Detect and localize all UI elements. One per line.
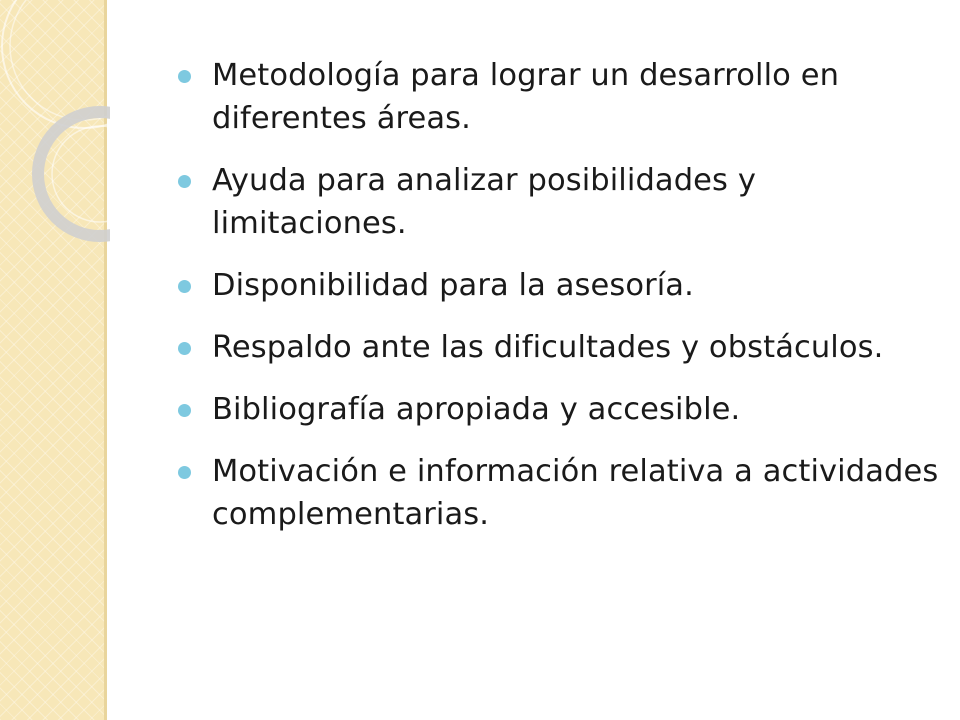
bullet-dot-icon [178,342,191,355]
bullet-list [178,54,954,536]
bullet-text: Respaldo ante las dificultades y obstáculos. [212,330,884,365]
slide-body [178,54,954,555]
bullet-item [178,326,954,369]
bullet-text: Disponibilidad para la asesoría. [212,268,694,303]
bullet-dot-icon [178,70,191,83]
bullet-item [178,450,954,536]
small-ring-inner [52,126,110,222]
bullet-item [178,54,954,140]
small-ring-outer [38,112,110,236]
bullet-dot-icon [178,280,191,293]
bullet-dot-icon [178,404,191,417]
decorative-rings [0,0,110,260]
bullet-text: Metodología para lograr un desarrollo en diferentes áreas. [212,58,840,136]
bullet-item [178,264,954,307]
bullet-dot-icon [178,175,191,188]
bullet-dot-icon [178,466,191,479]
bullet-item [178,159,954,245]
bullet-text: Motivación e información relativa a actividades complementarias. [212,454,939,532]
bullet-item [178,388,954,431]
bullet-text: Bibliografía apropiada y accesible. [212,392,741,427]
bullet-text: Ayuda para analizar posibilidades y limitaciones. [212,163,756,241]
